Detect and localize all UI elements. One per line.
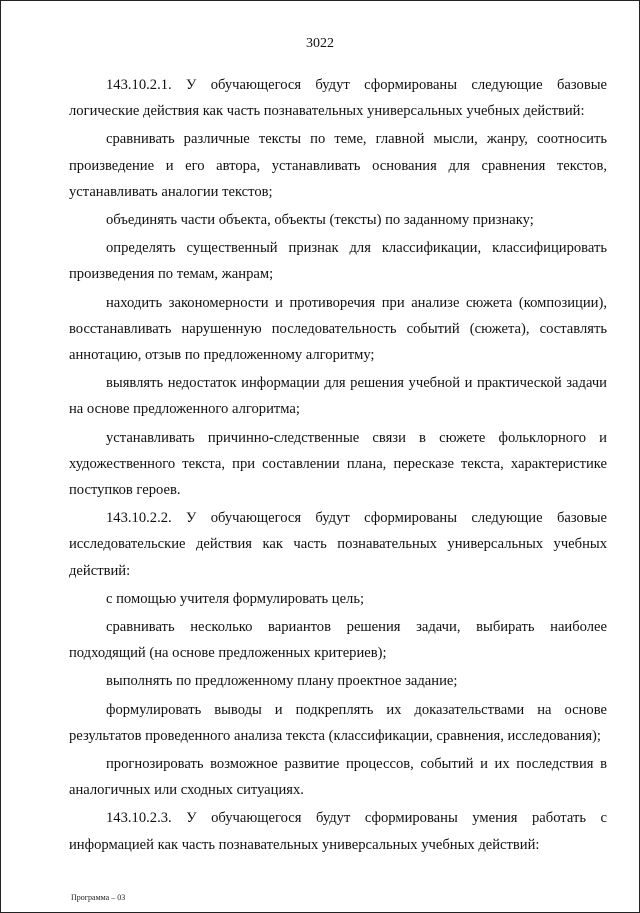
list-item: определять существенный признак для классификации, классифицировать произведения по темам, жанрам;	[69, 240, 607, 283]
page-number: 3022	[306, 36, 334, 51]
list-item: объединять части объекта, объекты (тексты) по заданному признаку;	[106, 212, 534, 229]
list-item: формулировать выводы и подкреплять их доказательствами на основе результатов проведенного анализа текста (классификации, сравнения, исследования);	[69, 701, 607, 744]
list-item: прогнозировать возможное развитие процессов, событий и их последствия в аналогичных или сходных ситуациях.	[69, 756, 607, 799]
paragraph-143-10-2-3: 143.10.2.3. У обучающегося будут сформированы умения работать с информацией как часть познавательных универсальных учебных действий:	[69, 810, 607, 853]
document-body	[69, 72, 607, 860]
list-item: выявлять недостаток информации для решения учебной и практической задачи на основе предложенного алгоритма;	[69, 375, 607, 418]
list-item: находить закономерности и противоречия при анализе сюжета (композиции), восстанавливать нарушенную последовательность событий (сюжета), составлять аннотацию, отзыв по предложенному алгоритму;	[69, 294, 607, 364]
list-item: выполнять по предложенному плану проектное задание;	[106, 673, 458, 690]
paragraph-143-10-2-1: 143.10.2.1. У обучающегося будут сформированы следующие базовые логические действия как часть познавательных универсальных учебных действий:	[69, 77, 607, 120]
list-item: устанавливать причинно-следственные связи в сюжете фольклорного и художественного текста, при составлении плана, пересказе текста, характеристике поступков героев.	[69, 429, 607, 499]
list-item: сравнивать различные тексты по теме, главной мысли, жанру, соотносить произведение и его автора, устанавливать основания для сравнения текстов, устанавливать аналогии текстов;	[69, 131, 607, 200]
paragraph-143-10-2-2: 143.10.2.2. У обучающегося будут сформированы следующие базовые исследовательские действия как часть познавательных универсальных учебных действий:	[69, 510, 607, 579]
list-item: сравнивать несколько вариантов решения задачи, выбирать наиболее подходящий (на основе предложенных критериев);	[69, 619, 607, 662]
footer-program-label: Программа – 03	[71, 893, 126, 902]
list-item: с помощью учителя формулировать цель;	[106, 590, 365, 607]
